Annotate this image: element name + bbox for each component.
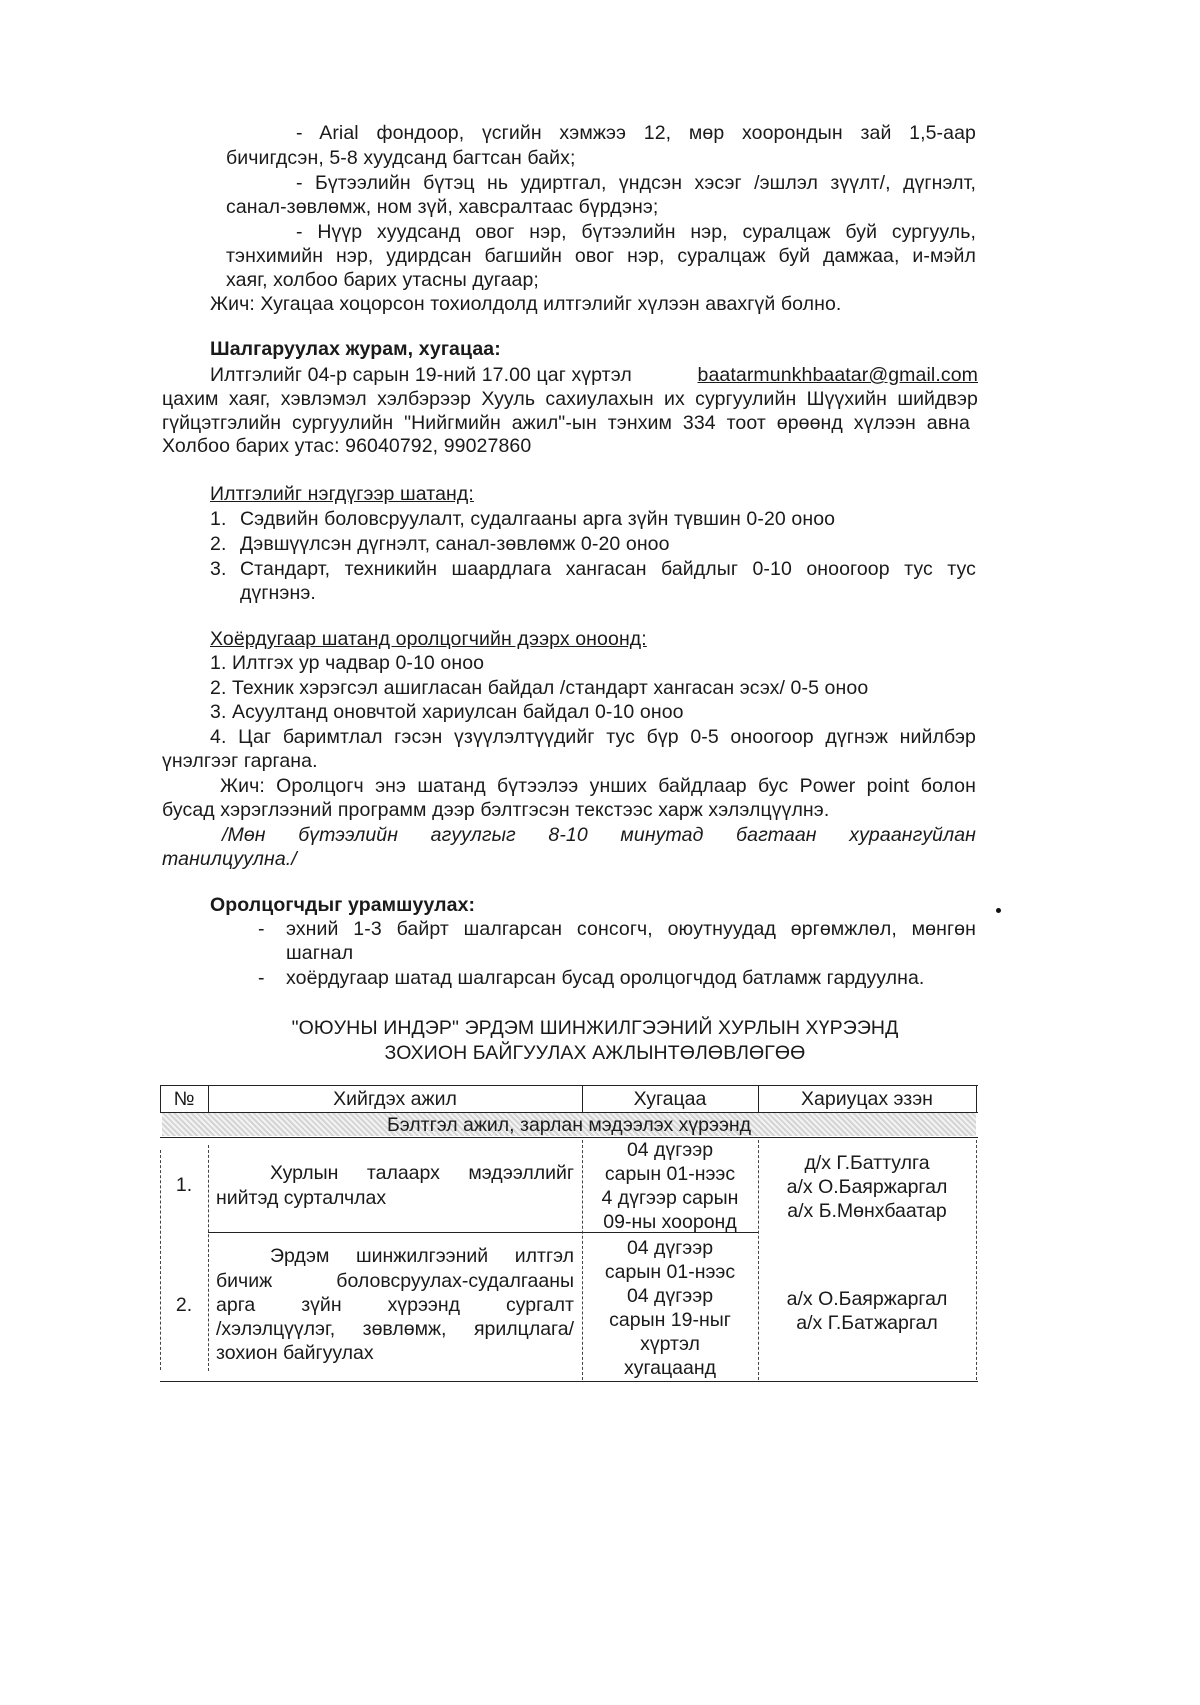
stage1-num-2: 2. xyxy=(210,533,227,555)
row1-num: 1. xyxy=(175,1174,193,1196)
header-time: Хугацаа xyxy=(633,1088,707,1110)
row2-time-6: хугацаанд xyxy=(623,1357,717,1379)
row2-time-5: хүртэл xyxy=(640,1333,700,1355)
stage1-item-3: Стандарт, техникийн шаардлага хангасан байдлыг 0-10 оноогоор тус тус xyxy=(240,558,976,580)
header-responsible: Хариуцах эзэн xyxy=(801,1088,933,1110)
row2-time-1: 04 дүгээр xyxy=(626,1237,714,1259)
stage2-italic-note-cont: танилцуулна./ xyxy=(162,848,297,870)
row1-task: Хурлын талаарх мэдээллийг xyxy=(270,1162,574,1184)
stage1-num-3: 3. xyxy=(210,558,227,580)
rewards-bullet-1: - xyxy=(258,918,265,940)
email-link[interactable]: baatarmunkhbaatar@gmail.com xyxy=(697,364,978,386)
selection-text: Илтгэлийг 04-р сарын 19-ний 17.00 цаг хүртэл xyxy=(210,364,632,386)
stage1-num-1: 1. xyxy=(210,508,227,530)
row2-num: 2. xyxy=(175,1294,193,1316)
row2-task-5: зохион байгуулах xyxy=(216,1342,374,1364)
rewards-bullet-2: - xyxy=(258,967,265,989)
stray-dot xyxy=(996,908,1001,913)
selection-heading: Шалгаруулах журам, хугацаа: xyxy=(210,338,501,360)
stage2-item-3: 3. Асуултанд оновчтой хариулсан байдал 0-10 оноо xyxy=(210,701,684,723)
row2-resp-2: а/х Г.Батжаргал xyxy=(796,1312,938,1334)
requirement-cover-page: - Нүүр хуудсанд овог нэр, бүтээлийн нэр, суралцаж буй сургууль, xyxy=(296,221,976,243)
stage1-item-3-cont: дүгнэнэ. xyxy=(240,582,316,604)
row1-task-cont: нийтэд сурталчлах xyxy=(216,1187,387,1209)
requirement-cover-page-end: хаяг, холбоо барих утасны дугаар; xyxy=(226,269,539,291)
row2-resp-1: а/х О.Баяржаргал xyxy=(786,1288,948,1310)
row2-task-1: Эрдэм шинжилгээний илтгэл xyxy=(270,1245,574,1267)
selection-paragraph-line2: цахим хаяг, хэвлэмэл хэлбэрээр Хууль сахиулахын их сургуулийн Шүүхийн шийдвэр xyxy=(162,388,978,410)
row2-task-3: арга зүйн хүрээнд сургалт xyxy=(216,1294,574,1316)
stage1-item-1: Сэдвийн боловсруулалт, судалгааны арга зүйн түвшин 0-20 оноо xyxy=(240,508,836,530)
requirement-font-cont: бичигдсэн, 5-8 хуудсанд багтсан байх; xyxy=(226,147,576,169)
row1-time-3: 4 дүгээр сарын xyxy=(601,1187,739,1209)
row1-resp-2: а/х О.Баяржаргал xyxy=(786,1176,948,1198)
row1-time-2: сарын 01-нээс xyxy=(604,1163,736,1185)
rewards-item-1: эхний 1-3 байрт шалгарсан сонсогч, оюутнуудад өргөмжлөл, мөнгөн xyxy=(286,918,976,940)
row1-resp-3: а/х Б.Мөнхбаатар xyxy=(787,1200,947,1222)
row1-time-1: 04 дүгээр xyxy=(626,1139,714,1161)
contact-phone: Холбоо барих утас: 96040792, 99027860 xyxy=(162,435,532,457)
row2-time-3: 04 дүгээр xyxy=(626,1285,714,1307)
section-row-label: Бэлтгэл ажил, зарлан мэдээлэх хүрээнд xyxy=(386,1114,752,1136)
stage1-heading: Илтгэлийг нэгдүгээр шатанд: xyxy=(210,483,474,505)
stage2-note-cont: бусад хэрэглээний программ дээр бэлтгэсэн текстээс харж хэлэлцүүлнэ. xyxy=(162,799,830,821)
plan-title-line2: ЗОХИОН БАЙГУУЛАХ АЖЛЫНТӨЛӨВЛӨГӨӨ xyxy=(384,1042,806,1064)
row1-resp-1: д/х Г.Баттулга xyxy=(804,1152,930,1174)
stage2-note: Жич: Оролцогч энэ шатанд бүтээлээ унших байдлаар бус Power point болон xyxy=(220,775,976,797)
stage2-item-4: 4. Цаг баримтлал гэсэн үзүүлэлтүүдийг тус бүр 0-5 оноогоор дүгнэж нийлбэр xyxy=(210,726,976,748)
requirement-font: - Arial фондоор, үсгийн хэмжээ 12, мөр хоорондын зай 1,5-аар xyxy=(296,122,976,144)
deadline-note: Жич: Хугацаа хоцорсон тохиолдолд илтгэлийг хүлээн авахгүй болно. xyxy=(210,293,842,315)
row2-time-4: сарын 19-ныг xyxy=(609,1309,731,1331)
row2-task-2: бичиж боловсруулах-судалгааны xyxy=(216,1270,574,1292)
header-num: № xyxy=(173,1088,195,1110)
stage1-item-2: Дэвшүүлсэн дүгнэлт, санал-зөвлөмж 0-20 оноо xyxy=(240,533,670,555)
stage2-item-1: 1. Илтгэх ур чадвар 0-10 оноо xyxy=(210,652,485,674)
rewards-item-2: хоёрдугаар шатад шалгарсан бусад оролцогчдод батламж гардуулна. xyxy=(286,967,925,989)
stage2-heading: Хоёрдугаар шатанд оролцогчийн дээрх оноонд: xyxy=(210,628,647,650)
header-task: Хийгдэх ажил xyxy=(333,1088,457,1110)
rewards-item-1-cont: шагнал xyxy=(286,942,354,964)
plan-title-line1: "ОЮУНЫ ИНДЭР" ЭРДЭМ ШИНЖИЛГЭЭНИЙ ХУРЛЫН ХҮРЭЭНД xyxy=(291,1017,899,1039)
rewards-heading: Оролцогчдыг урамшуулах: xyxy=(210,894,476,916)
row2-task-4: /хэлэлцүүлэг, зөвлөмж, ярилцлага/ xyxy=(216,1318,574,1340)
requirement-cover-page-cont: тэнхимийн нэр, удирдсан багшийн овог нэр, суралцаж буй дамжаа, и-мэйл xyxy=(226,245,976,267)
stage2-item-4-cont: үнэлгээг гаргана. xyxy=(162,750,318,772)
row2-time-2: сарын 01-нээс xyxy=(604,1261,736,1283)
requirement-structure-cont: санал-зөвлөмж, ном зүй, хавсралтаас бүрдэнэ; xyxy=(226,196,659,218)
requirement-structure: - Бүтээлийн бүтэц нь удиртгал, үндсэн хэсэг /эшлэл зүүлт/, дүгнэлт, xyxy=(296,172,976,194)
stage2-item-2: 2. Техник хэрэгсэл ашигласан байдал /стандарт хангасан эсэх/ 0-5 оноо xyxy=(210,677,869,699)
selection-paragraph-line3: гүйцэтгэлийн сургуулийн "Нийгмийн ажил"-ын тэнхим 334 тоот өрөөнд хүлээн авна xyxy=(162,412,970,434)
row1-time-4: 09-ны хооронд xyxy=(603,1211,737,1233)
selection-paragraph-line1 xyxy=(210,362,978,388)
stage2-italic-note: /Мөн бүтээлийн агуулгыг 8-10 минутад багтаан хураангуйлан xyxy=(222,824,976,846)
